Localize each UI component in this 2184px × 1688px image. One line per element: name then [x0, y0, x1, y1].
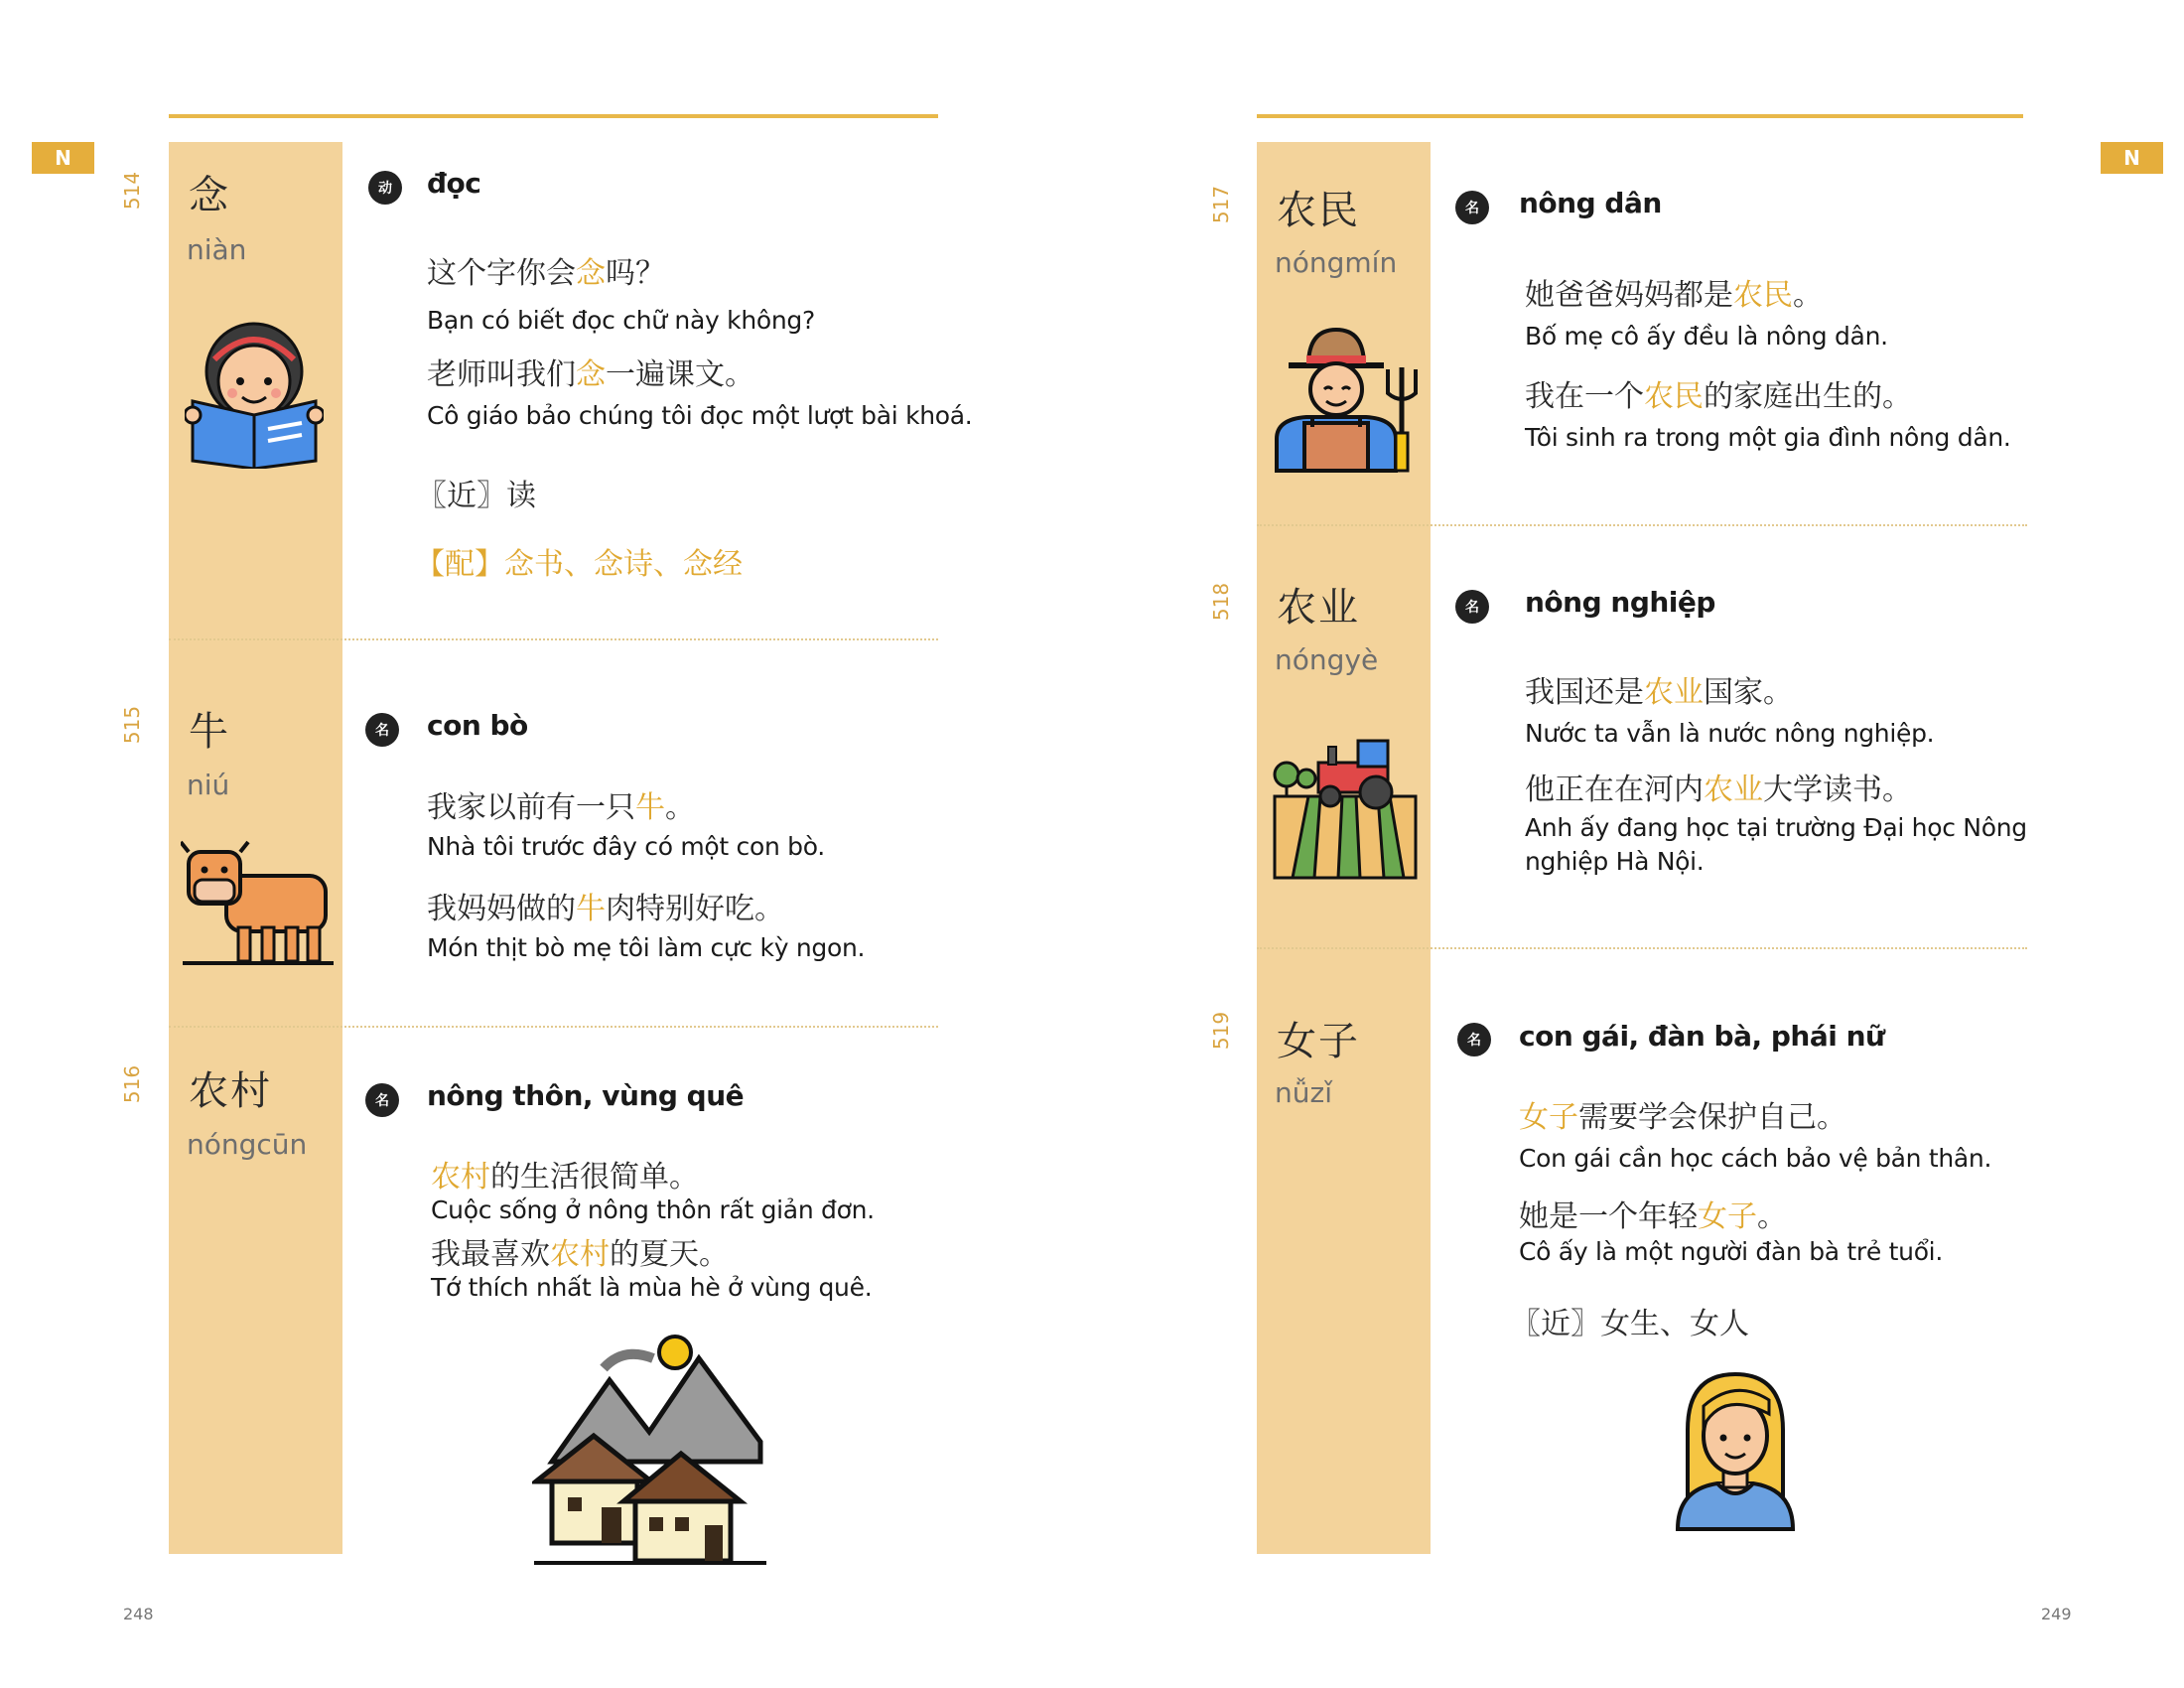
example-vietnamese: Tôi sinh ra trong một gia đình nông dân.: [1525, 423, 2011, 452]
entry-meaning: nông thôn, vùng quê: [427, 1079, 745, 1112]
entry-meaning: nông dân: [1519, 187, 1662, 219]
entry-separator: [169, 1026, 938, 1028]
part-of-speech-badge: 名: [1455, 590, 1489, 624]
right-page-number: 249: [2041, 1605, 2072, 1623]
entry-pinyin: nóngyè: [1275, 643, 1379, 676]
entry-hanzi: 农业: [1277, 585, 1360, 631]
entry-hanzi: 念: [189, 173, 230, 218]
left-page-top-rule: [169, 114, 938, 118]
entry-number: 519: [1209, 1011, 1233, 1051]
example-vietnamese: Nhà tôi trước đây có một con bò.: [427, 832, 825, 861]
example-vietnamese: Con gái cần học cách bảo vệ bản thân.: [1519, 1144, 1992, 1173]
example-chinese: 我最喜欢农村的夏天。: [431, 1237, 729, 1272]
entry-hanzi: 女子: [1277, 1019, 1360, 1064]
example-vietnamese: Cô ấy là một người đàn bà trẻ tuổi.: [1519, 1237, 1943, 1266]
entry-number: 518: [1209, 582, 1233, 622]
example-vietnamese: Tớ thích nhất là mùa hè ở vùng quê.: [431, 1273, 873, 1302]
entry-number: 516: [120, 1064, 144, 1104]
entry-hanzi: 牛: [189, 709, 230, 755]
entry-pinyin: niú: [187, 769, 230, 801]
example-chinese: 农村的生活很简单。: [431, 1160, 699, 1195]
left-page-number: 248: [123, 1605, 154, 1623]
example-chinese: 她是一个年轻女子。: [1519, 1199, 1787, 1234]
entry-pinyin: niàn: [187, 233, 247, 266]
entry-meaning: con gái, đàn bà, phái nữ: [1519, 1020, 1885, 1053]
left-index-tab: N: [32, 142, 94, 174]
part-of-speech-badge: 名: [1455, 191, 1489, 224]
village-houses-icon: [532, 1333, 768, 1567]
related-words: 〖近〗读: [417, 479, 536, 513]
entry-meaning: con bò: [427, 709, 528, 742]
example-chinese: 我家以前有一只牛。: [427, 790, 695, 825]
farmer-icon: [1267, 324, 1422, 473]
entry-number: 514: [120, 171, 144, 211]
entry-separator: [1257, 947, 2027, 949]
example-vietnamese: Anh ấy đang học tại trường Đại học Nông nghiệp Hà Nội.: [1525, 813, 2027, 876]
entry-number: 517: [1209, 185, 1233, 224]
entry-meaning: đọc: [427, 167, 481, 200]
entry-separator: [1257, 524, 2027, 526]
example-vietnamese: Bố mẹ cô ấy đều là nông dân.: [1525, 322, 1888, 351]
part-of-speech-badge: 名: [1457, 1023, 1491, 1056]
entry-hanzi: 农民: [1277, 188, 1360, 233]
example-vietnamese: Bạn có biết đọc chữ này không?: [427, 306, 815, 335]
example-chinese: 她爸爸妈妈都是农民。: [1525, 278, 1823, 313]
example-chinese: 我国还是农业国家。: [1525, 675, 1793, 710]
entry-pinyin: nǚzǐ: [1275, 1076, 1332, 1109]
example-vietnamese: Nước ta vẫn là nước nông nghiệp.: [1525, 719, 1935, 748]
entry-pinyin: nóngcūn: [187, 1128, 308, 1161]
example-chinese: 女子需要学会保护自己。: [1519, 1100, 1846, 1135]
example-chinese: 这个字你会念吗？: [427, 256, 665, 291]
entry-separator: [169, 638, 938, 640]
tractor-field-icon: [1273, 735, 1418, 880]
part-of-speech-badge: 名: [365, 1083, 399, 1117]
entry-hanzi: 农村: [189, 1068, 272, 1114]
example-vietnamese: Cuộc sống ở nông thôn rất giản đơn.: [431, 1196, 875, 1224]
related-words: 〖近〗女生、女人: [1511, 1307, 1749, 1341]
example-vietnamese: Cô giáo bảo chúng tôi đọc một lượt bài khoá.: [427, 401, 973, 430]
part-of-speech-badge: 名: [365, 713, 399, 747]
example-chinese: 他正在在河内农业大学读书。: [1525, 773, 1912, 807]
entry-number: 515: [120, 705, 144, 745]
collocations: 【配】念书、念诗、念经: [415, 547, 743, 582]
example-chinese: 老师叫我们念一遍课文。: [427, 357, 754, 392]
entry-pinyin: nóngmín: [1275, 246, 1398, 279]
entry-meaning: nông nghiệp: [1525, 586, 1715, 619]
example-chinese: 我在一个农民的家庭出生的。: [1525, 379, 1912, 414]
part-of-speech-badge: 动: [368, 171, 402, 205]
right-index-tab: N: [2101, 142, 2163, 174]
girl-reading-book-icon: [185, 320, 324, 469]
example-vietnamese: Món thịt bò mẹ tôi làm cực kỳ ngon.: [427, 933, 866, 962]
woman-icon: [1674, 1370, 1797, 1531]
cow-icon: [181, 840, 336, 967]
example-chinese: 我妈妈做的牛肉特别好吃。: [427, 892, 784, 926]
right-page-top-rule: [1257, 114, 2023, 118]
